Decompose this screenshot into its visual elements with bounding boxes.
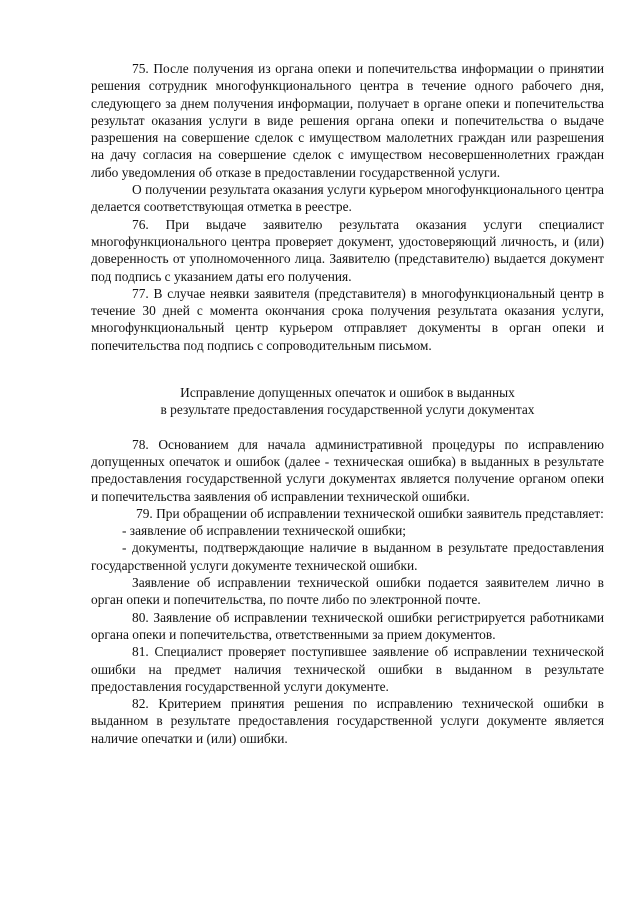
spacer bbox=[91, 419, 604, 436]
paragraph-81: 81. Специалист проверяет поступившее заявление об исправлении технической ошибки на предмет наличия технической ошибки в выданном в результате предоставления государственной услуги документе. bbox=[91, 644, 604, 694]
section-heading-line-1: Исправление допущенных опечаток и ошибок в выданных bbox=[180, 385, 515, 401]
paragraph-82: 82. Критерием принятия решения по исправлению технической ошибки в выданном в результате предоставления государственной услуги документе является наличие опечатки и (или) ошибки. bbox=[91, 696, 604, 746]
section-heading-line-2: в результате предоставления государственной услуги документах bbox=[160, 402, 535, 418]
paragraph-79: 79. При обращении об исправлении технической ошибки заявитель представляет: bbox=[136, 505, 604, 521]
document-page bbox=[91, 60, 604, 747]
list-item-documents: - документы, подтверждающие наличие в выданном в результате предоставления государственной услуги документе технической ошибки. bbox=[91, 540, 604, 573]
paragraph-79-note: Заявление об исправлении технической ошибки подается заявителем лично в орган опеки и попечительства, по почте либо по электронной почте. bbox=[91, 575, 604, 608]
paragraph-80: 80. Заявление об исправлении технической ошибки регистрируется работниками органа опеки и попечительства, ответственными за прием документов. bbox=[91, 609, 604, 642]
paragraph-77: 77. В случае неявки заявителя (представителя) в многофункциональный центр в течение 30 дней с момента окончания срока получения результата оказания услуги, многофункциональный центр курьером отправляет документы в орган опеки и попечительства под подпись с сопроводительным письмом. bbox=[91, 285, 604, 353]
paragraph-75: 75. После получения из органа опеки и попечительства информации о принятии решения сотрудник многофункционального центра в течение одного рабочего дня, следующего за днем получения информации, получает в органе опеки и попечительства результат оказания услуги в виде решения органа опеки и попечительства о выдаче разрешения на совершение сделок с имуществом малолетних граждан или разрешения на дачу согласия на совершение сделок с имуществом несовершеннолетних граждан либо уведомления об отказе в предоставлении государственной услуги. bbox=[91, 61, 604, 180]
list-item-application: - заявление об исправлении технической ошибки; bbox=[122, 523, 406, 539]
paragraph-76: 76. При выдаче заявителю результата оказания услуги специалист многофункционального центра проверяет документ, удостоверяющий личность, и (или) доверенность от уполномоченного лица. Заявителю (представителю) выдается документ под подпись с указанием даты его получения. bbox=[91, 216, 604, 284]
paragraph-courier-note: О получении результата оказания услуги курьером многофункционального центра делается соответствующая отметка в реестре. bbox=[91, 182, 604, 215]
spacer bbox=[91, 354, 604, 384]
paragraph-78: 78. Основанием для начала административной процедуры по исправлению допущенных опечаток и ошибок (далее - техническая ошибка) в выданных в результате предоставления государственной услуги документах является получение органом опеки и попечительства заявления об исправлении технической ошибки. bbox=[91, 436, 604, 504]
